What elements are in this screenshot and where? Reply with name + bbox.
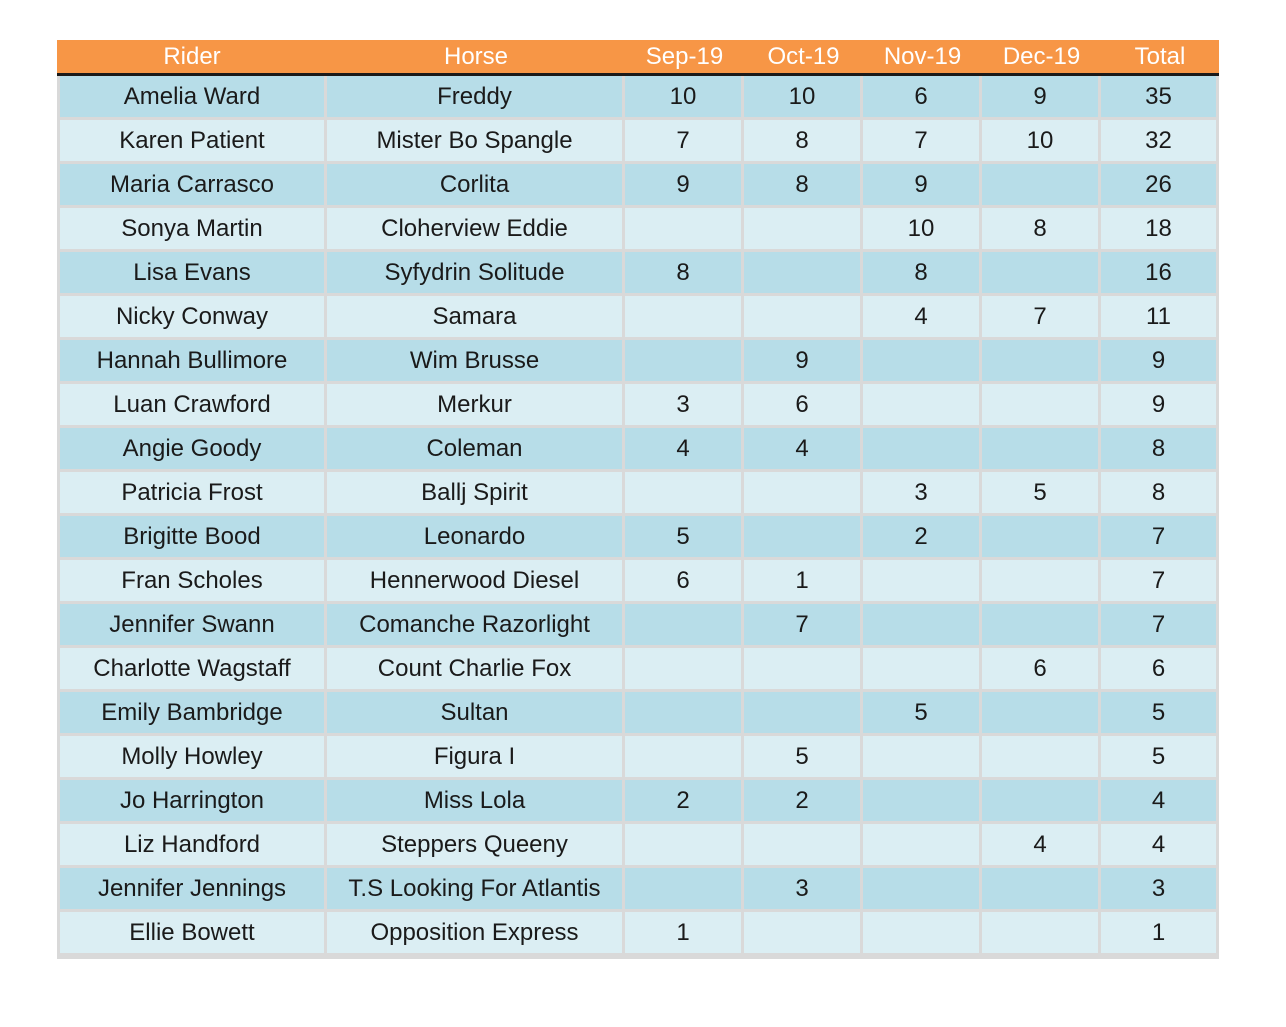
cell-horse: T.S Looking For Atlantis <box>327 868 625 912</box>
cell-sep <box>625 208 744 252</box>
cell-oct: 3 <box>744 868 863 912</box>
cell-total: 11 <box>1101 296 1219 340</box>
cell-nov <box>863 648 982 692</box>
cell-oct: 6 <box>744 384 863 428</box>
cell-oct <box>744 296 863 340</box>
cell-rider: Sonya Martin <box>57 208 327 252</box>
cell-dec <box>982 340 1101 384</box>
cell-sep: 3 <box>625 384 744 428</box>
cell-nov <box>863 384 982 428</box>
cell-total: 16 <box>1101 252 1219 296</box>
cell-horse: Wim Brusse <box>327 340 625 384</box>
table-row <box>57 736 1219 780</box>
cell-rider: Fran Scholes <box>57 560 327 604</box>
cell-sep <box>625 736 744 780</box>
cell-nov: 8 <box>863 252 982 296</box>
cell-oct <box>744 692 863 736</box>
cell-dec: 8 <box>982 208 1101 252</box>
cell-oct: 1 <box>744 560 863 604</box>
table-row <box>57 560 1219 604</box>
table-body <box>57 76 1219 956</box>
cell-rider: Nicky Conway <box>57 296 327 340</box>
table-row <box>57 868 1219 912</box>
cell-dec: 5 <box>982 472 1101 516</box>
cell-dec: 10 <box>982 120 1101 164</box>
cell-horse: Merkur <box>327 384 625 428</box>
cell-nov <box>863 560 982 604</box>
cell-dec: 4 <box>982 824 1101 868</box>
cell-nov: 5 <box>863 692 982 736</box>
cell-dec <box>982 516 1101 560</box>
table-row <box>57 208 1219 252</box>
table-row <box>57 296 1219 340</box>
header-oct: Oct-19 <box>744 40 863 76</box>
cell-dec <box>982 780 1101 824</box>
cell-total: 1 <box>1101 912 1219 956</box>
cell-total: 8 <box>1101 472 1219 516</box>
cell-rider: Emily Bambridge <box>57 692 327 736</box>
cell-dec: 7 <box>982 296 1101 340</box>
cell-nov: 10 <box>863 208 982 252</box>
cell-nov <box>863 912 982 956</box>
cell-nov <box>863 736 982 780</box>
cell-oct <box>744 912 863 956</box>
table-row <box>57 824 1219 868</box>
cell-horse: Freddy <box>327 76 625 120</box>
cell-rider: Lisa Evans <box>57 252 327 296</box>
cell-nov <box>863 824 982 868</box>
cell-horse: Coleman <box>327 428 625 472</box>
cell-dec <box>982 384 1101 428</box>
cell-dec <box>982 912 1101 956</box>
table-row <box>57 648 1219 692</box>
cell-total: 8 <box>1101 428 1219 472</box>
cell-dec <box>982 428 1101 472</box>
table-row <box>57 76 1219 120</box>
cell-sep <box>625 824 744 868</box>
cell-total: 7 <box>1101 604 1219 648</box>
table-row <box>57 692 1219 736</box>
cell-horse: Cloherview Eddie <box>327 208 625 252</box>
cell-oct: 2 <box>744 780 863 824</box>
cell-rider: Liz Handford <box>57 824 327 868</box>
cell-sep: 4 <box>625 428 744 472</box>
cell-horse: Steppers Queeny <box>327 824 625 868</box>
cell-total: 9 <box>1101 384 1219 428</box>
table-row <box>57 164 1219 208</box>
cell-sep <box>625 604 744 648</box>
cell-oct <box>744 824 863 868</box>
cell-rider: Molly Howley <box>57 736 327 780</box>
cell-total: 18 <box>1101 208 1219 252</box>
cell-rider: Charlotte Wagstaff <box>57 648 327 692</box>
cell-total: 7 <box>1101 516 1219 560</box>
cell-horse: Sultan <box>327 692 625 736</box>
cell-oct <box>744 208 863 252</box>
cell-nov: 6 <box>863 76 982 120</box>
cell-dec <box>982 736 1101 780</box>
cell-dec <box>982 560 1101 604</box>
cell-sep <box>625 692 744 736</box>
cell-sep <box>625 340 744 384</box>
cell-sep: 6 <box>625 560 744 604</box>
cell-nov: 2 <box>863 516 982 560</box>
cell-oct: 10 <box>744 76 863 120</box>
table-row <box>57 472 1219 516</box>
cell-sep: 1 <box>625 912 744 956</box>
cell-nov: 9 <box>863 164 982 208</box>
cell-total: 6 <box>1101 648 1219 692</box>
cell-rider: Patricia Frost <box>57 472 327 516</box>
cell-sep <box>625 296 744 340</box>
table-row <box>57 604 1219 648</box>
cell-oct <box>744 472 863 516</box>
cell-sep: 9 <box>625 164 744 208</box>
cell-nov <box>863 604 982 648</box>
cell-horse: Count Charlie Fox <box>327 648 625 692</box>
cell-sep: 10 <box>625 76 744 120</box>
cell-total: 4 <box>1101 780 1219 824</box>
table-row <box>57 384 1219 428</box>
cell-oct: 5 <box>744 736 863 780</box>
cell-oct: 4 <box>744 428 863 472</box>
cell-rider: Ellie Bowett <box>57 912 327 956</box>
standings-table <box>57 40 1219 956</box>
header-rider: Rider <box>57 40 327 76</box>
cell-total: 4 <box>1101 824 1219 868</box>
header-sep: Sep-19 <box>625 40 744 76</box>
cell-sep: 2 <box>625 780 744 824</box>
cell-horse: Figura I <box>327 736 625 780</box>
cell-nov: 3 <box>863 472 982 516</box>
table-row <box>57 252 1219 296</box>
standings-table-container <box>57 40 1219 959</box>
cell-nov: 4 <box>863 296 982 340</box>
cell-sep <box>625 648 744 692</box>
cell-dec <box>982 868 1101 912</box>
cell-nov <box>863 428 982 472</box>
header-total: Total <box>1101 40 1219 76</box>
cell-dec: 9 <box>982 76 1101 120</box>
cell-nov <box>863 780 982 824</box>
table-row <box>57 428 1219 472</box>
cell-total: 5 <box>1101 692 1219 736</box>
cell-dec <box>982 692 1101 736</box>
cell-rider: Jennifer Swann <box>57 604 327 648</box>
cell-horse: Syfydrin Solitude <box>327 252 625 296</box>
cell-total: 9 <box>1101 340 1219 384</box>
cell-horse: Miss Lola <box>327 780 625 824</box>
header-dec: Dec-19 <box>982 40 1101 76</box>
cell-oct: 8 <box>744 164 863 208</box>
cell-horse: Comanche Razorlight <box>327 604 625 648</box>
cell-total: 3 <box>1101 868 1219 912</box>
cell-sep <box>625 868 744 912</box>
cell-oct: 7 <box>744 604 863 648</box>
cell-dec <box>982 164 1101 208</box>
cell-rider: Jo Harrington <box>57 780 327 824</box>
table-row <box>57 120 1219 164</box>
cell-sep: 5 <box>625 516 744 560</box>
table-row <box>57 780 1219 824</box>
table-row <box>57 516 1219 560</box>
cell-total: 7 <box>1101 560 1219 604</box>
header-row <box>57 40 1219 76</box>
cell-rider: Hannah Bullimore <box>57 340 327 384</box>
cell-rider: Karen Patient <box>57 120 327 164</box>
cell-rider: Amelia Ward <box>57 76 327 120</box>
cell-horse: Ballj Spirit <box>327 472 625 516</box>
header-nov: Nov-19 <box>863 40 982 76</box>
cell-oct: 8 <box>744 120 863 164</box>
cell-oct: 9 <box>744 340 863 384</box>
cell-total: 32 <box>1101 120 1219 164</box>
cell-rider: Brigitte Bood <box>57 516 327 560</box>
cell-horse: Corlita <box>327 164 625 208</box>
cell-dec <box>982 252 1101 296</box>
table-row <box>57 912 1219 956</box>
cell-total: 35 <box>1101 76 1219 120</box>
cell-dec <box>982 604 1101 648</box>
cell-rider: Jennifer Jennings <box>57 868 327 912</box>
cell-oct <box>744 648 863 692</box>
cell-nov <box>863 868 982 912</box>
cell-oct <box>744 252 863 296</box>
cell-horse: Opposition Express <box>327 912 625 956</box>
cell-horse: Samara <box>327 296 625 340</box>
cell-rider: Angie Goody <box>57 428 327 472</box>
table-row <box>57 340 1219 384</box>
cell-sep: 7 <box>625 120 744 164</box>
cell-sep <box>625 472 744 516</box>
cell-horse: Hennerwood Diesel <box>327 560 625 604</box>
cell-total: 26 <box>1101 164 1219 208</box>
cell-oct <box>744 516 863 560</box>
header-horse: Horse <box>327 40 625 76</box>
cell-nov: 7 <box>863 120 982 164</box>
cell-horse: Mister Bo Spangle <box>327 120 625 164</box>
cell-sep: 8 <box>625 252 744 296</box>
cell-dec: 6 <box>982 648 1101 692</box>
cell-horse: Leonardo <box>327 516 625 560</box>
cell-total: 5 <box>1101 736 1219 780</box>
cell-rider: Luan Crawford <box>57 384 327 428</box>
cell-rider: Maria Carrasco <box>57 164 327 208</box>
cell-nov <box>863 340 982 384</box>
